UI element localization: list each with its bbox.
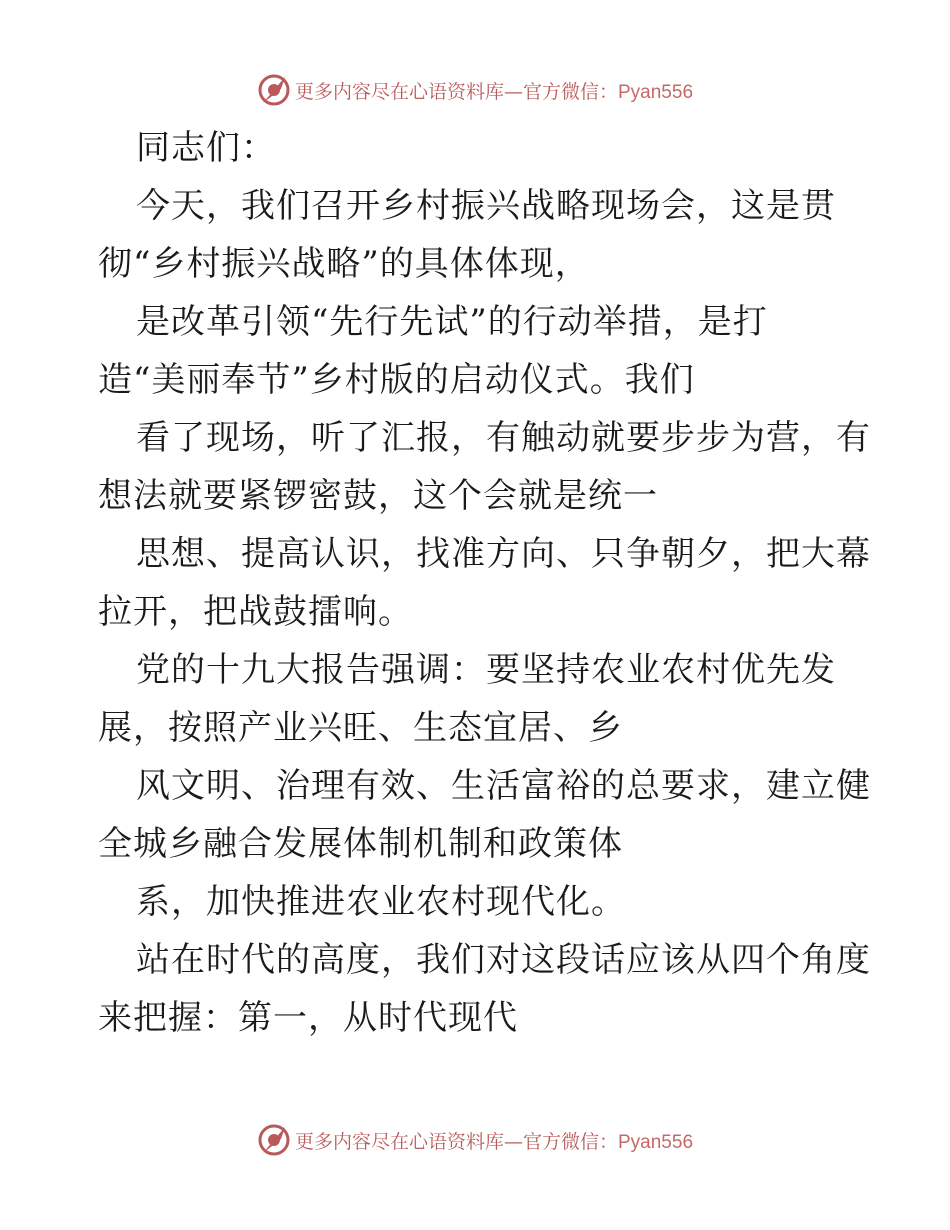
body-line: 展，按照产业兴旺、生态宜居、乡 (98, 708, 623, 748)
header-banner (0, 70, 950, 110)
header-dash: — (503, 80, 523, 103)
body-line: 风文明、治理有效、生活富裕的总要求，建立健 (136, 766, 871, 806)
body-line: 今天，我们召开乡村振兴战略现场会，这是贯 (136, 186, 836, 226)
quill-logo-icon (257, 73, 291, 107)
body-line: 系，加快推进农业农村现代化。 (136, 882, 626, 922)
header-brand: 更多内容尽在心语资料库 (294, 80, 504, 103)
footer-dash: — (503, 1130, 523, 1153)
body-line: 来把握：第一，从时代现代 (98, 998, 518, 1038)
header-sub: 官方微信： (522, 80, 618, 103)
body-line: 拉开，把战鼓擂响。 (98, 592, 413, 632)
body-line: 看了现场，听了汇报，有触动就要步步为营，有 (136, 418, 871, 458)
footer-text (295, 1127, 693, 1154)
body-line: 同志们： (136, 128, 276, 168)
footer-id: Pyan556 (618, 1131, 694, 1153)
body-line: 站在时代的高度，我们对这段话应该从四个角度 (136, 940, 871, 980)
body-line: 思想、提高认识，找准方向、只争朝夕，把大幕 (136, 534, 871, 574)
body-line: 彻“乡村振兴战略”的具体体现， (98, 244, 590, 284)
header-text (295, 77, 693, 104)
footer-sub: 官方微信： (522, 1130, 618, 1153)
body-line: 全城乡融合发展体制机制和政策体 (98, 824, 623, 864)
quill-logo-icon (257, 1123, 291, 1157)
body-line: 党的十九大报告强调：要坚持农业农村优先发 (136, 650, 836, 690)
body-line: 是改革引领“先行先试”的行动举措，是打 (136, 302, 768, 342)
body-line: 造“美丽奉节”乡村版的启动仪式。我们 (98, 360, 695, 400)
footer-brand: 更多内容尽在心语资料库 (294, 1130, 504, 1153)
body-line: 想法就要紧锣密鼓，这个会就是统一 (98, 476, 658, 516)
header-id: Pyan556 (618, 81, 694, 103)
footer-banner (0, 1120, 950, 1160)
